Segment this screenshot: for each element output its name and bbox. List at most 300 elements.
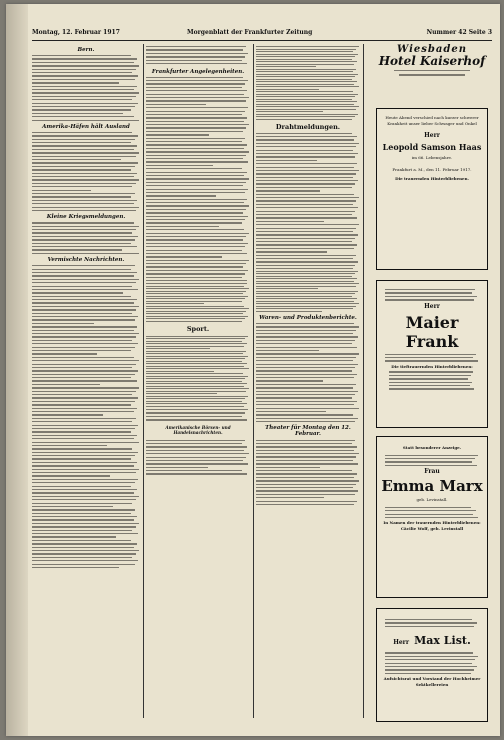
- text-line: [256, 217, 357, 218]
- death-notice-haas: [376, 108, 488, 270]
- text-line: [146, 83, 245, 84]
- text-line: [256, 484, 356, 485]
- text-line: [256, 221, 324, 222]
- text-line: [32, 120, 139, 121]
- text-line: [256, 380, 323, 381]
- text-line: [146, 288, 249, 289]
- text-line: [32, 492, 134, 493]
- text-line: [32, 132, 132, 133]
- text-line: [146, 182, 246, 183]
- text-line: [385, 666, 477, 667]
- text-line: [32, 479, 138, 480]
- text-line: [256, 330, 356, 331]
- text-line: [32, 173, 137, 174]
- text-line: [32, 313, 132, 314]
- col1-heading-2: Amerika-Häfen hält Ausland: [42, 123, 130, 130]
- text-line: [32, 543, 137, 544]
- text-line: [146, 301, 242, 302]
- text-line: [146, 356, 248, 357]
- header-date: Montag, 12. Februar 1917: [32, 29, 120, 36]
- text-line: [32, 503, 132, 504]
- text-line: [256, 238, 355, 239]
- text-line: [32, 536, 116, 537]
- text-line: [146, 277, 242, 278]
- text-line: [256, 446, 357, 447]
- text-line: [146, 114, 242, 115]
- text-line: [256, 228, 356, 229]
- text-line: [146, 273, 245, 274]
- text-line: [32, 222, 134, 223]
- text-line: [32, 391, 136, 392]
- text-line: [256, 384, 356, 385]
- text-line: [385, 652, 473, 653]
- text-line: [32, 452, 138, 453]
- text-line: [256, 293, 355, 294]
- text-line: [146, 134, 209, 135]
- text-line: [146, 406, 244, 407]
- text-line: [256, 76, 355, 77]
- text-line: [146, 293, 243, 294]
- text-line: [32, 414, 103, 415]
- text-line: [32, 519, 134, 520]
- ad2-title: Herr: [424, 302, 440, 310]
- text-line: [32, 229, 136, 230]
- text-line: [32, 370, 138, 371]
- text-line: [256, 66, 316, 67]
- text-line: [146, 403, 247, 404]
- text-line: [32, 159, 121, 160]
- text-line: [256, 408, 359, 409]
- text-line: [389, 385, 470, 386]
- text-line: [256, 139, 354, 140]
- text-line: [146, 219, 245, 220]
- text-line: [146, 205, 249, 206]
- text-line: [146, 60, 242, 61]
- text-line: [32, 380, 137, 381]
- section-boersen: [146, 422, 250, 437]
- text-line: [32, 397, 138, 398]
- text-line: [32, 401, 135, 402]
- text-line: [256, 273, 355, 274]
- text-line: [146, 46, 246, 47]
- text-line: [385, 289, 475, 290]
- text-line: [256, 104, 354, 105]
- death-notice-frank: [376, 280, 488, 428]
- section-frankfurt: [146, 66, 250, 77]
- ad1-sub: im 66. Lebensjahre.: [411, 155, 453, 160]
- text-line: [146, 56, 245, 57]
- text-line: [256, 306, 356, 307]
- text-line: [146, 94, 244, 95]
- text-line: [256, 167, 354, 168]
- col3-heading-2: Waren- und Produktenberichte.: [259, 314, 357, 321]
- text-line: [256, 473, 357, 474]
- text-line: [146, 473, 247, 474]
- text-line: [32, 239, 135, 240]
- text-line: [256, 150, 353, 151]
- text-line: [32, 58, 137, 59]
- text-line: [256, 59, 352, 60]
- ad3-name: Emma Marx: [381, 477, 483, 496]
- text-line: [146, 291, 246, 292]
- text-line: [32, 253, 139, 254]
- text-line: [256, 487, 353, 488]
- text-line: [32, 275, 134, 276]
- text-line: [32, 139, 135, 140]
- header-title: Morgenblatt der Frankfurter Zeitung: [187, 29, 313, 36]
- ad3-sub: geb. Levinstall.: [416, 497, 448, 503]
- text-line: [32, 360, 139, 361]
- text-line: [146, 460, 243, 461]
- text-line: [146, 199, 247, 200]
- col2-heading-1: Frankfurter Angelegenheiten.: [151, 69, 245, 75]
- text-line: [32, 431, 131, 432]
- hotel-name: Hotel Kaiserhof: [378, 54, 486, 68]
- text-line: [146, 296, 248, 297]
- text-line: [256, 278, 357, 279]
- text-line: [32, 116, 134, 117]
- text-line: [256, 326, 359, 327]
- text-line: [146, 453, 249, 454]
- text-line: [256, 303, 359, 304]
- text-line: [32, 448, 132, 449]
- text-line: [146, 226, 219, 227]
- text-line: [146, 97, 249, 98]
- text-line: [146, 121, 244, 122]
- text-line: [146, 470, 242, 471]
- text-line: [32, 149, 134, 150]
- ad2-mourners: Die tieftrauernden Hinterbliebenen:: [391, 363, 473, 369]
- page-header: [32, 26, 492, 41]
- text-line: [256, 353, 359, 354]
- text-line: [385, 673, 471, 674]
- text-line: [32, 179, 139, 180]
- text-line: [32, 145, 137, 146]
- text-line: [385, 510, 476, 511]
- text-line: [146, 341, 242, 342]
- column-2: [146, 44, 250, 718]
- text-line: [32, 486, 131, 487]
- text-line: [146, 358, 245, 359]
- text-line: [32, 109, 131, 110]
- text-line: [256, 504, 354, 505]
- text-line: [32, 286, 132, 287]
- text-line: [256, 404, 354, 405]
- text-line: [256, 370, 352, 371]
- text-line: [256, 268, 353, 269]
- text-line: [389, 371, 473, 372]
- text-line: [32, 472, 136, 473]
- text-line: [32, 96, 136, 97]
- text-line: [256, 456, 356, 457]
- text-line: [32, 323, 94, 324]
- text-line: [146, 127, 246, 128]
- ad1-place: Frankfurt a. M., den 11. Februar 1917.: [392, 166, 472, 172]
- text-line: [256, 258, 353, 259]
- ad3-mourners: In Namen der trauernden Hinterbliebenen: Cäcilie Wolf, geb. Levinstall: [383, 520, 481, 531]
- text-line: [32, 540, 131, 541]
- text-line: [146, 298, 245, 299]
- text-line: [32, 347, 135, 348]
- ad1-name: Leopold Samson Haas: [382, 142, 482, 152]
- text-line: [385, 669, 474, 670]
- text-line: [146, 165, 213, 166]
- text-line: [32, 65, 139, 66]
- text-line: [146, 368, 249, 369]
- text-line: [146, 308, 249, 309]
- text-line: [146, 246, 245, 247]
- text-line: [256, 323, 354, 324]
- text-line: [256, 276, 352, 277]
- text-line: [32, 193, 135, 194]
- col2-heading-3: Amerikanische Börsen- und Handelsnachrichten.: [165, 425, 231, 435]
- text-line: [256, 443, 352, 444]
- column-rule: [143, 44, 144, 718]
- text-line: [256, 71, 353, 72]
- text-line: [146, 250, 242, 251]
- text-line: [256, 116, 355, 117]
- text-line: [146, 107, 248, 108]
- text-line: [32, 394, 132, 395]
- text-line: [146, 303, 204, 304]
- text-line: [146, 386, 244, 387]
- text-line: [256, 146, 356, 147]
- text-line: [256, 56, 355, 57]
- text-line: [146, 336, 248, 337]
- text-line: [146, 53, 248, 54]
- text-line: [146, 49, 243, 50]
- text-line: [146, 195, 216, 196]
- text-line: [146, 419, 247, 420]
- text-line: [256, 453, 359, 454]
- text-line: [146, 283, 247, 284]
- text-line: [256, 109, 356, 110]
- text-line: [32, 292, 123, 293]
- text-line: [32, 506, 113, 507]
- text-line: [256, 79, 352, 80]
- text-line: [32, 62, 134, 63]
- text-line: [146, 311, 246, 312]
- text-line: [32, 302, 134, 303]
- text-line: [32, 557, 132, 558]
- column-rule: [253, 44, 254, 718]
- text-line: [256, 143, 359, 144]
- text-line: [32, 482, 135, 483]
- text-line: [32, 269, 131, 270]
- text-line: [146, 161, 248, 162]
- text-line: [32, 236, 138, 237]
- text-line: [256, 187, 352, 188]
- text-line: [146, 63, 247, 64]
- text-line: [32, 79, 135, 80]
- text-line: [146, 457, 246, 458]
- text-line: [256, 211, 355, 212]
- text-line: [256, 251, 327, 252]
- text-line: [146, 416, 242, 417]
- text-line: [256, 360, 353, 361]
- text-line: [256, 286, 356, 287]
- text-line: [32, 82, 119, 83]
- text-line: [32, 469, 139, 470]
- text-line: [32, 428, 135, 429]
- text-line: [385, 455, 478, 456]
- text-line: [32, 523, 139, 524]
- text-line: [32, 152, 139, 153]
- text-line: [256, 234, 358, 235]
- text-line: [32, 169, 131, 170]
- text-line: [256, 333, 353, 334]
- text-line: [146, 366, 244, 367]
- text-line: [32, 156, 136, 157]
- text-line: [32, 92, 139, 93]
- text-line: [256, 183, 355, 184]
- text-line: [385, 507, 471, 508]
- text-line: [32, 458, 131, 459]
- text-line: [32, 196, 131, 197]
- text-line: [32, 326, 137, 327]
- text-line: [256, 69, 356, 70]
- text-line: [256, 411, 326, 412]
- text-line: [146, 388, 249, 389]
- text-line: [256, 111, 323, 112]
- text-line: [32, 207, 139, 208]
- section-sport: [146, 322, 250, 335]
- text-line: [256, 224, 359, 225]
- text-line: [256, 301, 354, 302]
- text-line: [146, 185, 243, 186]
- text-line: [146, 233, 249, 234]
- text-line: [385, 360, 478, 361]
- text-line: [146, 373, 243, 374]
- text-line: [385, 461, 472, 462]
- text-line: [146, 263, 246, 264]
- text-line: [32, 232, 132, 233]
- text-line: [256, 357, 356, 358]
- text-line: [256, 177, 353, 178]
- text-line: [385, 299, 474, 300]
- text-line: [256, 231, 353, 232]
- text-line: [256, 64, 354, 65]
- text-line: [32, 265, 135, 266]
- text-line: [256, 311, 322, 312]
- text-line: [146, 381, 242, 382]
- text-line: [256, 288, 318, 289]
- text-line: [146, 90, 247, 91]
- text-line: [32, 564, 135, 565]
- text-line: [32, 72, 132, 73]
- text-line: [32, 186, 132, 187]
- text-line: [32, 489, 137, 490]
- ad4-title: Herr: [393, 639, 409, 647]
- text-line: [32, 340, 132, 341]
- text-line: [32, 455, 135, 456]
- header-page-number: Nummer 42 Seite 3: [426, 29, 492, 36]
- text-line: [146, 318, 245, 319]
- death-notice-marx: [376, 436, 488, 598]
- text-line: [146, 353, 243, 354]
- text-line: [146, 253, 247, 254]
- text-line: [146, 440, 245, 441]
- text-line: [146, 148, 244, 149]
- text-line: [146, 189, 248, 190]
- text-line: [32, 246, 137, 247]
- text-line: [385, 458, 475, 459]
- text-line: [146, 124, 249, 125]
- text-line: [32, 499, 136, 500]
- text-line: [256, 340, 355, 341]
- text-line: [146, 343, 247, 344]
- text-line: [32, 203, 134, 204]
- text-line: [256, 450, 354, 451]
- text-line: [32, 465, 134, 466]
- text-line: [32, 384, 100, 385]
- text-line: [32, 243, 131, 244]
- text-line: [32, 69, 136, 70]
- text-line: [32, 226, 139, 227]
- text-line: [146, 158, 243, 159]
- text-line: [32, 374, 135, 375]
- column-1: [32, 44, 140, 718]
- text-line: [256, 197, 359, 198]
- text-line: [146, 236, 246, 237]
- col1-heading-3: Kleine Kriegsmeldungen.: [46, 214, 126, 221]
- ad3-title: Frau: [424, 468, 440, 476]
- text-line: [32, 210, 136, 211]
- text-line: [32, 377, 131, 378]
- text-line: [256, 343, 352, 344]
- text-line: [146, 443, 242, 444]
- text-line: [256, 467, 320, 468]
- text-line: [256, 51, 353, 52]
- text-line: [256, 207, 358, 208]
- text-line: [256, 255, 356, 256]
- text-line: [146, 131, 243, 132]
- text-line: [146, 401, 242, 402]
- text-line: [32, 411, 134, 412]
- text-line: [256, 265, 355, 266]
- text-line: [146, 178, 249, 179]
- text-line: [256, 298, 357, 299]
- text-line: [146, 398, 245, 399]
- text-line: [256, 460, 353, 461]
- text-line: [32, 330, 134, 331]
- binding-gutter: [6, 4, 28, 736]
- text-line: [385, 626, 474, 627]
- text-line: [32, 190, 91, 191]
- text-line: [146, 175, 244, 176]
- text-line: [256, 281, 354, 282]
- ad1-title: Herr: [424, 132, 440, 139]
- text-line: [32, 560, 138, 561]
- text-line: [256, 394, 355, 395]
- text-line: [146, 111, 245, 112]
- text-line: [146, 378, 245, 379]
- text-line: [256, 94, 358, 95]
- text-line: [146, 212, 243, 213]
- text-line: [32, 445, 107, 446]
- text-line: [256, 401, 357, 402]
- text-line: [256, 350, 319, 351]
- text-line: [32, 309, 136, 310]
- text-line: [32, 509, 135, 510]
- text-line: [256, 336, 358, 337]
- text-line: [32, 421, 132, 422]
- text-line: [32, 279, 139, 280]
- text-line: [256, 194, 354, 195]
- text-line: [256, 119, 352, 120]
- text-line: [256, 180, 358, 181]
- text-line: [32, 513, 131, 514]
